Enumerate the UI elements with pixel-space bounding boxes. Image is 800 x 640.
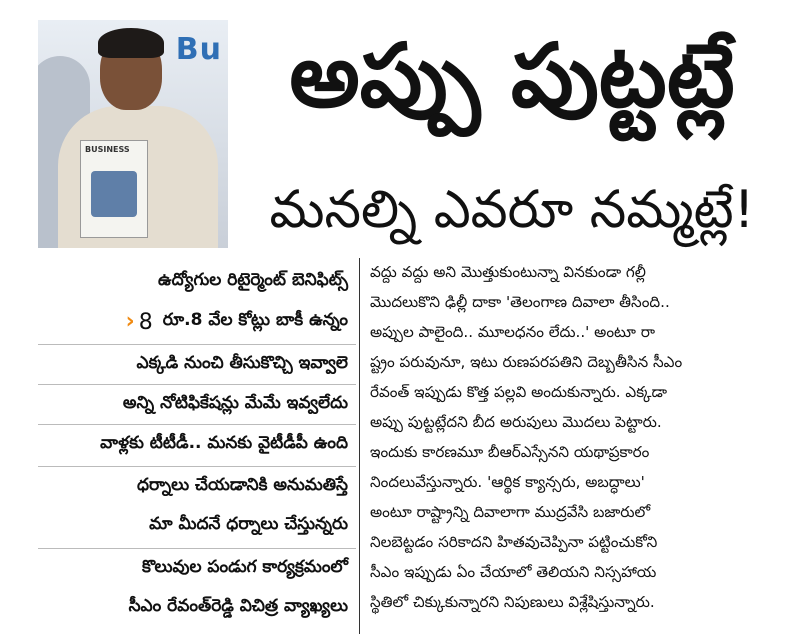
subheadline: మనల్ని ఎవరూ నమ్మట్లే! [269,180,755,240]
article-line: వద్దు వద్దు అని మొత్తుకుంటున్నా వినకుండా గల్లీ [370,263,646,281]
point-item [38,262,356,302]
article-line: నిలబెట్టడం సరికాదని హితవుచెప్పినా పట్టించుకోని [370,533,658,551]
point-marker [126,310,153,335]
article-line: నిందలువేస్తున్నారు. 'ఆర్థిక క్యాన్సరు, అబద్ధాలు' [370,473,645,491]
point-item [38,588,356,628]
article-line: మొదలుకొని ఢిల్లీ దాకా 'తెలంగాణ దివాలా తీసింది.. [370,293,670,311]
article-line: అంటూ రాష్ట్రాన్ని దివాలాగా ముద్రవేసి బజారులో [370,503,651,521]
point-text: రూ.8 వేల కోట్లు బాకీ ఉన్నం [162,310,348,330]
point-text: ధర్నాలు చేయడానికి అనుమతిస్తే [137,474,348,495]
point-number: 8 [138,309,153,335]
point-text: ఉద్యోగుల రిటైర్మెంట్ బెనిఫిట్స్ [158,270,348,290]
photo-banner-text: Bu [175,32,222,67]
article-line: రేవంత్ ఇప్పుడు కొత్త పల్లవి అందుకున్నారు. ఎక్కడా [370,383,667,401]
column-divider [359,258,360,634]
point-item [38,506,356,546]
point-text: వాళ్లకు టీటీడీ.. మనకు వైటీడీపీ ఉంది [100,432,348,453]
article-line: ఇందుకు కారణమూ బీఆర్ఎస్సేనని యథాప్రకారం [370,443,650,461]
book-cover-picture [91,171,137,217]
key-points [38,262,356,632]
article-line: ష్ట్రం పరువునూ, ఇటు రుణపరపతిని దెబ్బతీసిన సీఎం [370,353,683,371]
point-text: కొలువుల పండుగ కార్యక్రమంలో [142,556,348,577]
article-line: సీఎం ఇప్పుడు ఏం చేయాలో తెలియని నిస్సహాయ [370,563,657,581]
article-body [370,262,794,632]
news-photo [38,20,228,248]
book-cover [80,140,148,238]
point-item [38,548,356,588]
headline: అప్పు పుట్టట్లే [289,24,735,127]
book-title: BUSINESS [85,145,130,154]
article-line: అప్పు పుట్టట్లేదని బీద అరుపులు మొదలు పెట్టారు. [370,413,662,431]
chevron-right-icon: › [125,309,135,334]
point-item [38,424,356,464]
point-item [38,302,356,342]
person-hair [98,28,164,58]
article-line: అప్పుల పాలైంది.. మూలధనం లేదు..' అంటూ రా [370,323,655,341]
point-item [38,384,356,424]
point-text: ఎక్కడి నుంచి తీసుకొచ్చి ఇవ్వాలె [136,352,348,373]
point-text: సీఎం రేవంత్‌రెడ్డి విచిత్ర వ్యాఖ్యలు [128,596,348,616]
point-item [38,466,356,506]
point-text: అన్ని నోటిఫికేషన్లు మేమే ఇవ్వలేదు [122,392,348,413]
point-item [38,344,356,384]
article-line: స్థితిలో చిక్కుకున్నారని నిపుణులు విశ్లేషిస్తున్నారు. [370,593,655,611]
point-text: మా మీదనే ధర్నాలు చేస్తున్నరు [149,514,348,534]
